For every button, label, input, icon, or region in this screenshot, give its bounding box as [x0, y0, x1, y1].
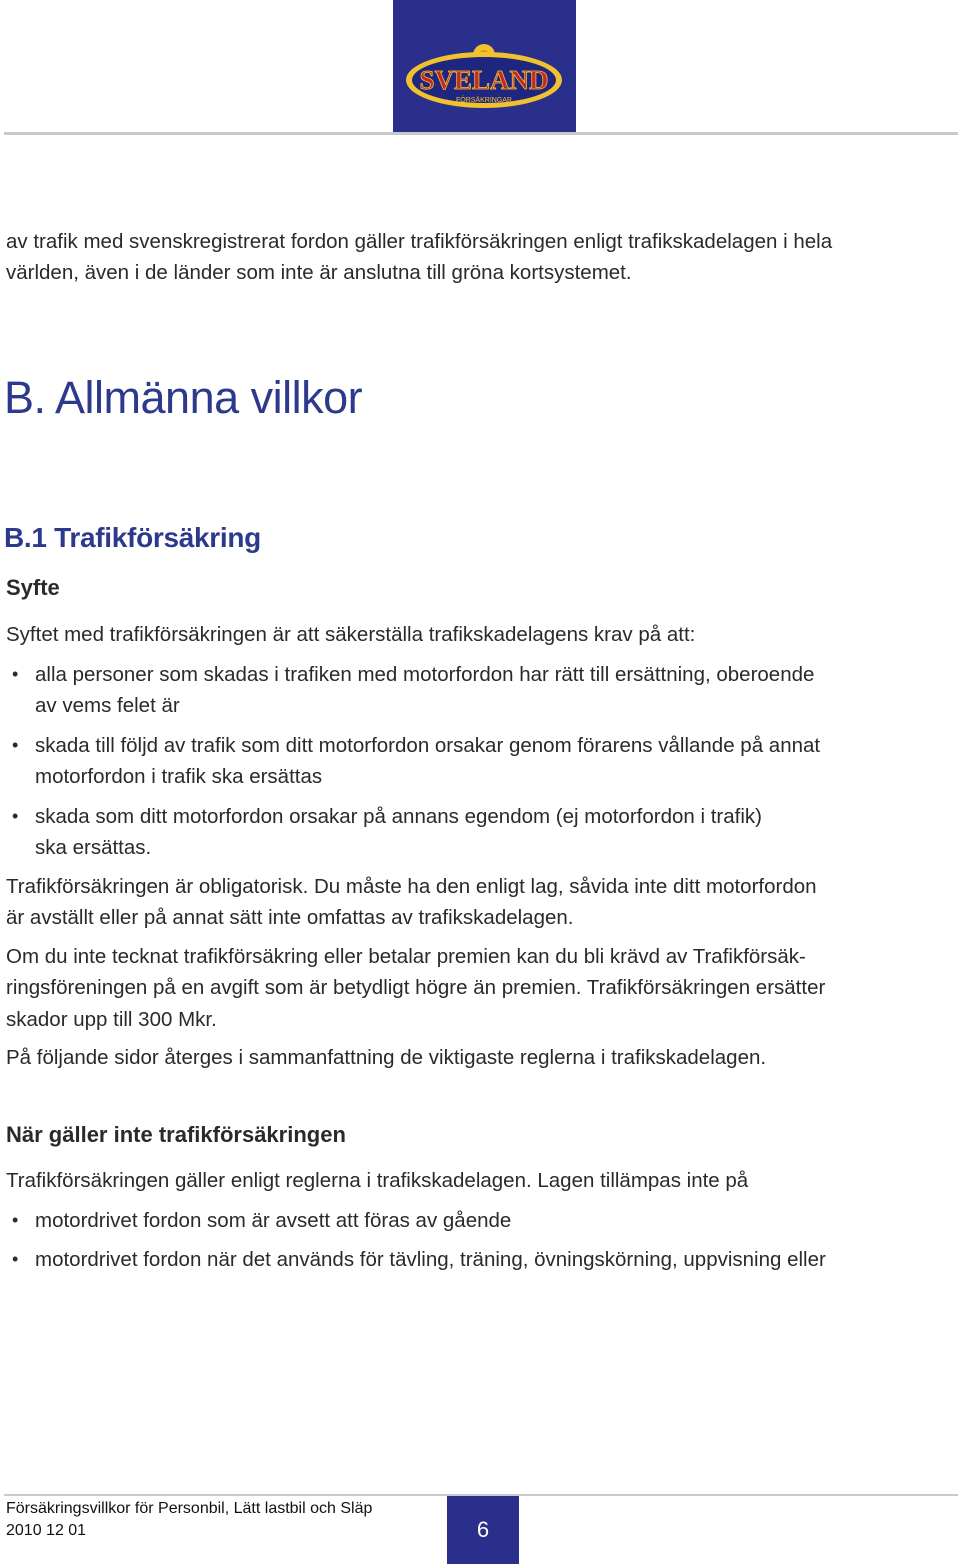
- syfte-lead: Syftet med trafikförsäkringen är att säkerställa trafikskadelagens krav på att:: [6, 623, 696, 646]
- list-item-text: motordrivet fordon som är avsett att föras av gående: [35, 1208, 512, 1232]
- list-item: [6, 801, 954, 864]
- nar-bullet-list: [6, 1205, 954, 1276]
- paragraph-line: ringsföreningen på en avgift som är betydligt högre än premien. Trafikförsäkringen ersätter: [6, 976, 826, 999]
- logo-subtitle-text: FÖRSÄKRINGAR: [455, 97, 513, 104]
- paragraph-line: är avställt eller på annat sätt inte omfattas av trafikskadelagen.: [6, 906, 574, 929]
- syfte-section: [6, 619, 954, 1074]
- paragraph: [6, 941, 954, 1036]
- list-item-text: skada som ditt motorfordon orsakar på annans egendom (ej motorfordon i trafik): [35, 804, 762, 828]
- list-item-text: skada till följd av trafik som ditt motorfordon orsakar genom förarens vållande på annat: [35, 733, 821, 757]
- page-number: 6: [447, 1496, 519, 1564]
- subsection-title: B.1 Trafikförsäkring: [4, 522, 261, 553]
- paragraph-line: Trafikförsäkringen är obligatorisk. Du måste ha den enligt lag, såvida inte ditt motorfordon: [6, 874, 817, 898]
- syfte-bullet-list: [6, 659, 954, 864]
- footer-date: 2010 12 01: [6, 1522, 87, 1539]
- nar-lead: Trafikförsäkringen gäller enligt reglerna i trafikskadelagen. Lagen tillämpas inte på: [6, 1169, 749, 1192]
- list-item-text: motorfordon i trafik ska ersättas: [35, 765, 323, 788]
- footer-doc-title: Försäkringsvillkor för Personbil, Lätt lastbil och Släp: [6, 1500, 373, 1517]
- header-rule: [4, 132, 958, 135]
- intro-line: världen, även i de länder som inte är anslutna till gröna kortsystemet.: [6, 261, 632, 284]
- list-item: [6, 1205, 954, 1237]
- list-item: [6, 730, 954, 793]
- paragraph: På följande sidor återges i sammanfattning de viktigaste reglerna i trafikskadelagen.: [6, 1046, 767, 1069]
- logo-brand-text: SVELAND: [419, 65, 549, 95]
- list-item-text: motordrivet fordon när det används för tävling, träning, övningskörning, uppvisning eller: [35, 1248, 826, 1271]
- bullet-icon: •: [12, 1249, 19, 1269]
- paragraph: [6, 871, 954, 934]
- bullet-icon: •: [12, 734, 19, 755]
- paragraph-line: Om du inte tecknat trafikförsäkring eller betalar premien kan du bli krävd av Trafikförsäk-: [6, 944, 806, 968]
- list-item: [6, 1244, 954, 1276]
- list-item-text: ska ersättas.: [35, 836, 152, 859]
- bullet-icon: •: [12, 663, 19, 684]
- nar-section: [6, 1165, 954, 1276]
- list-item-text: alla personer som skadas i trafiken med motorfordon har rätt till ersättning, oberoende: [35, 662, 815, 686]
- bullet-icon: •: [12, 805, 19, 826]
- syfte-heading: Syfte: [6, 575, 60, 600]
- nar-heading: När gäller inte trafikförsäkringen: [6, 1122, 346, 1147]
- intro-line: av trafik med svenskregistrerat fordon gäller trafikförsäkringen enligt trafikskadelagen i hela: [6, 230, 833, 253]
- sveland-logo-graphic: [393, 0, 576, 133]
- section-title: B. Allmänna villkor: [4, 372, 363, 423]
- list-item: [6, 659, 954, 722]
- intro-paragraph: [6, 226, 956, 288]
- footer-info: [6, 1498, 372, 1542]
- list-item-text: av vems felet är: [35, 694, 180, 717]
- bullet-icon: •: [12, 1209, 19, 1230]
- paragraph-line: skador upp till 300 Mkr.: [6, 1007, 217, 1031]
- sveland-logo: [393, 0, 576, 133]
